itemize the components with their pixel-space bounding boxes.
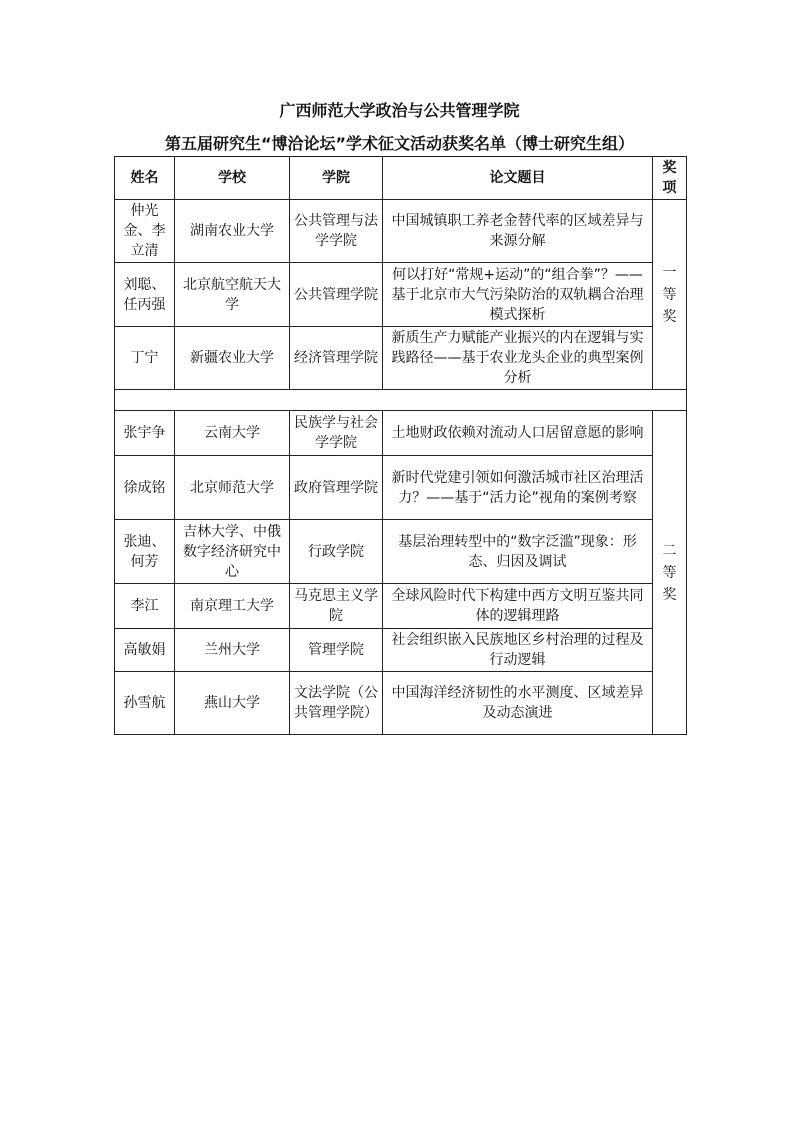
header-school: 学校 — [175, 157, 290, 200]
cell-college: 马克思主义学院 — [290, 584, 383, 629]
cell-topic: 新质生产力赋能产业振兴的内在逻辑与实践路径——基于农业龙头企业的典型案例分析 — [383, 327, 653, 390]
header-topic: 论文题目 — [383, 157, 653, 200]
cell-name: 丁宁 — [115, 327, 175, 390]
table-header-row — [115, 157, 687, 200]
cell-college: 民族学与社会学学院 — [290, 411, 383, 456]
cell-name: 仲光金、李立清 — [115, 200, 175, 263]
cell-college: 行政学院 — [290, 520, 383, 584]
cell-name: 高敏娟 — [115, 629, 175, 672]
cell-school: 南京理工大学 — [175, 584, 290, 629]
table-row — [115, 672, 687, 735]
cell-topic: 中国城镇职工养老金替代率的区域差异与来源分解 — [383, 200, 653, 263]
cell-school: 兰州大学 — [175, 629, 290, 672]
award-cell-second: 二等奖 — [653, 411, 687, 735]
table-row — [115, 629, 687, 672]
cell-name: 张迪、何芳 — [115, 520, 175, 584]
cell-topic: 基层治理转型中的“数字泛滥”现象：形态、归因及调试 — [383, 520, 653, 584]
cell-topic: 社会组织嵌入民族地区乡村治理的过程及行动逻辑 — [383, 629, 653, 672]
table-row — [115, 584, 687, 629]
cell-topic: 土地财政依赖对流动人口居留意愿的影响 — [383, 411, 653, 456]
table-row — [115, 327, 687, 390]
cell-topic: 中国海洋经济韧性的水平测度、区域差异及动态演进 — [383, 672, 653, 735]
cell-topic: 新时代党建引领如何激活城市社区治理活力？——基于“活力论”视角的案例考察 — [383, 456, 653, 520]
document-subtitle: 第五届研究生“博洽论坛”学术征文活动获奖名单（博士研究生组） — [164, 134, 635, 153]
cell-college: 文法学院（公共管理学院） — [290, 672, 383, 735]
table-row — [115, 200, 687, 263]
cell-college: 政府管理学院 — [290, 456, 383, 520]
cell-college: 公共管理与法学学院 — [290, 200, 383, 263]
cell-topic: 全球风险时代下构建中西方文明互鉴共同体的逻辑理路 — [383, 584, 653, 629]
cell-school: 湖南农业大学 — [175, 200, 290, 263]
table-row — [115, 520, 687, 584]
table-row — [115, 456, 687, 520]
cell-name: 孙雪航 — [115, 672, 175, 735]
cell-school: 燕山大学 — [175, 672, 290, 735]
separator-row — [115, 390, 687, 411]
header-name: 姓名 — [115, 157, 175, 200]
cell-college: 管理学院 — [290, 629, 383, 672]
cell-name: 李江 — [115, 584, 175, 629]
cell-school: 云南大学 — [175, 411, 290, 456]
cell-school: 北京航空航天大学 — [175, 263, 290, 327]
cell-college: 经济管理学院 — [290, 327, 383, 390]
cell-school: 吉林大学、中俄数字经济研究中心 — [175, 520, 290, 584]
header-award: 奖项 — [653, 157, 687, 200]
cell-name: 徐成铭 — [115, 456, 175, 520]
cell-school: 北京师范大学 — [175, 456, 290, 520]
table-row — [115, 411, 687, 456]
award-table — [114, 156, 687, 735]
cell-name: 刘聪、任丙强 — [115, 263, 175, 327]
cell-name: 张宇争 — [115, 411, 175, 456]
header-college: 学院 — [290, 157, 383, 200]
document-title: 广西师范大学政治与公共管理学院 — [279, 101, 520, 120]
cell-topic: 何以打好“常规+运动”的“组合拳”？——基于北京市大气污染防治的双轨耦合治理模式探析 — [383, 263, 653, 327]
award-cell-first: 一等奖 — [653, 200, 687, 390]
cell-school: 新疆农业大学 — [175, 327, 290, 390]
cell-college: 公共管理学院 — [290, 263, 383, 327]
table-row — [115, 263, 687, 327]
